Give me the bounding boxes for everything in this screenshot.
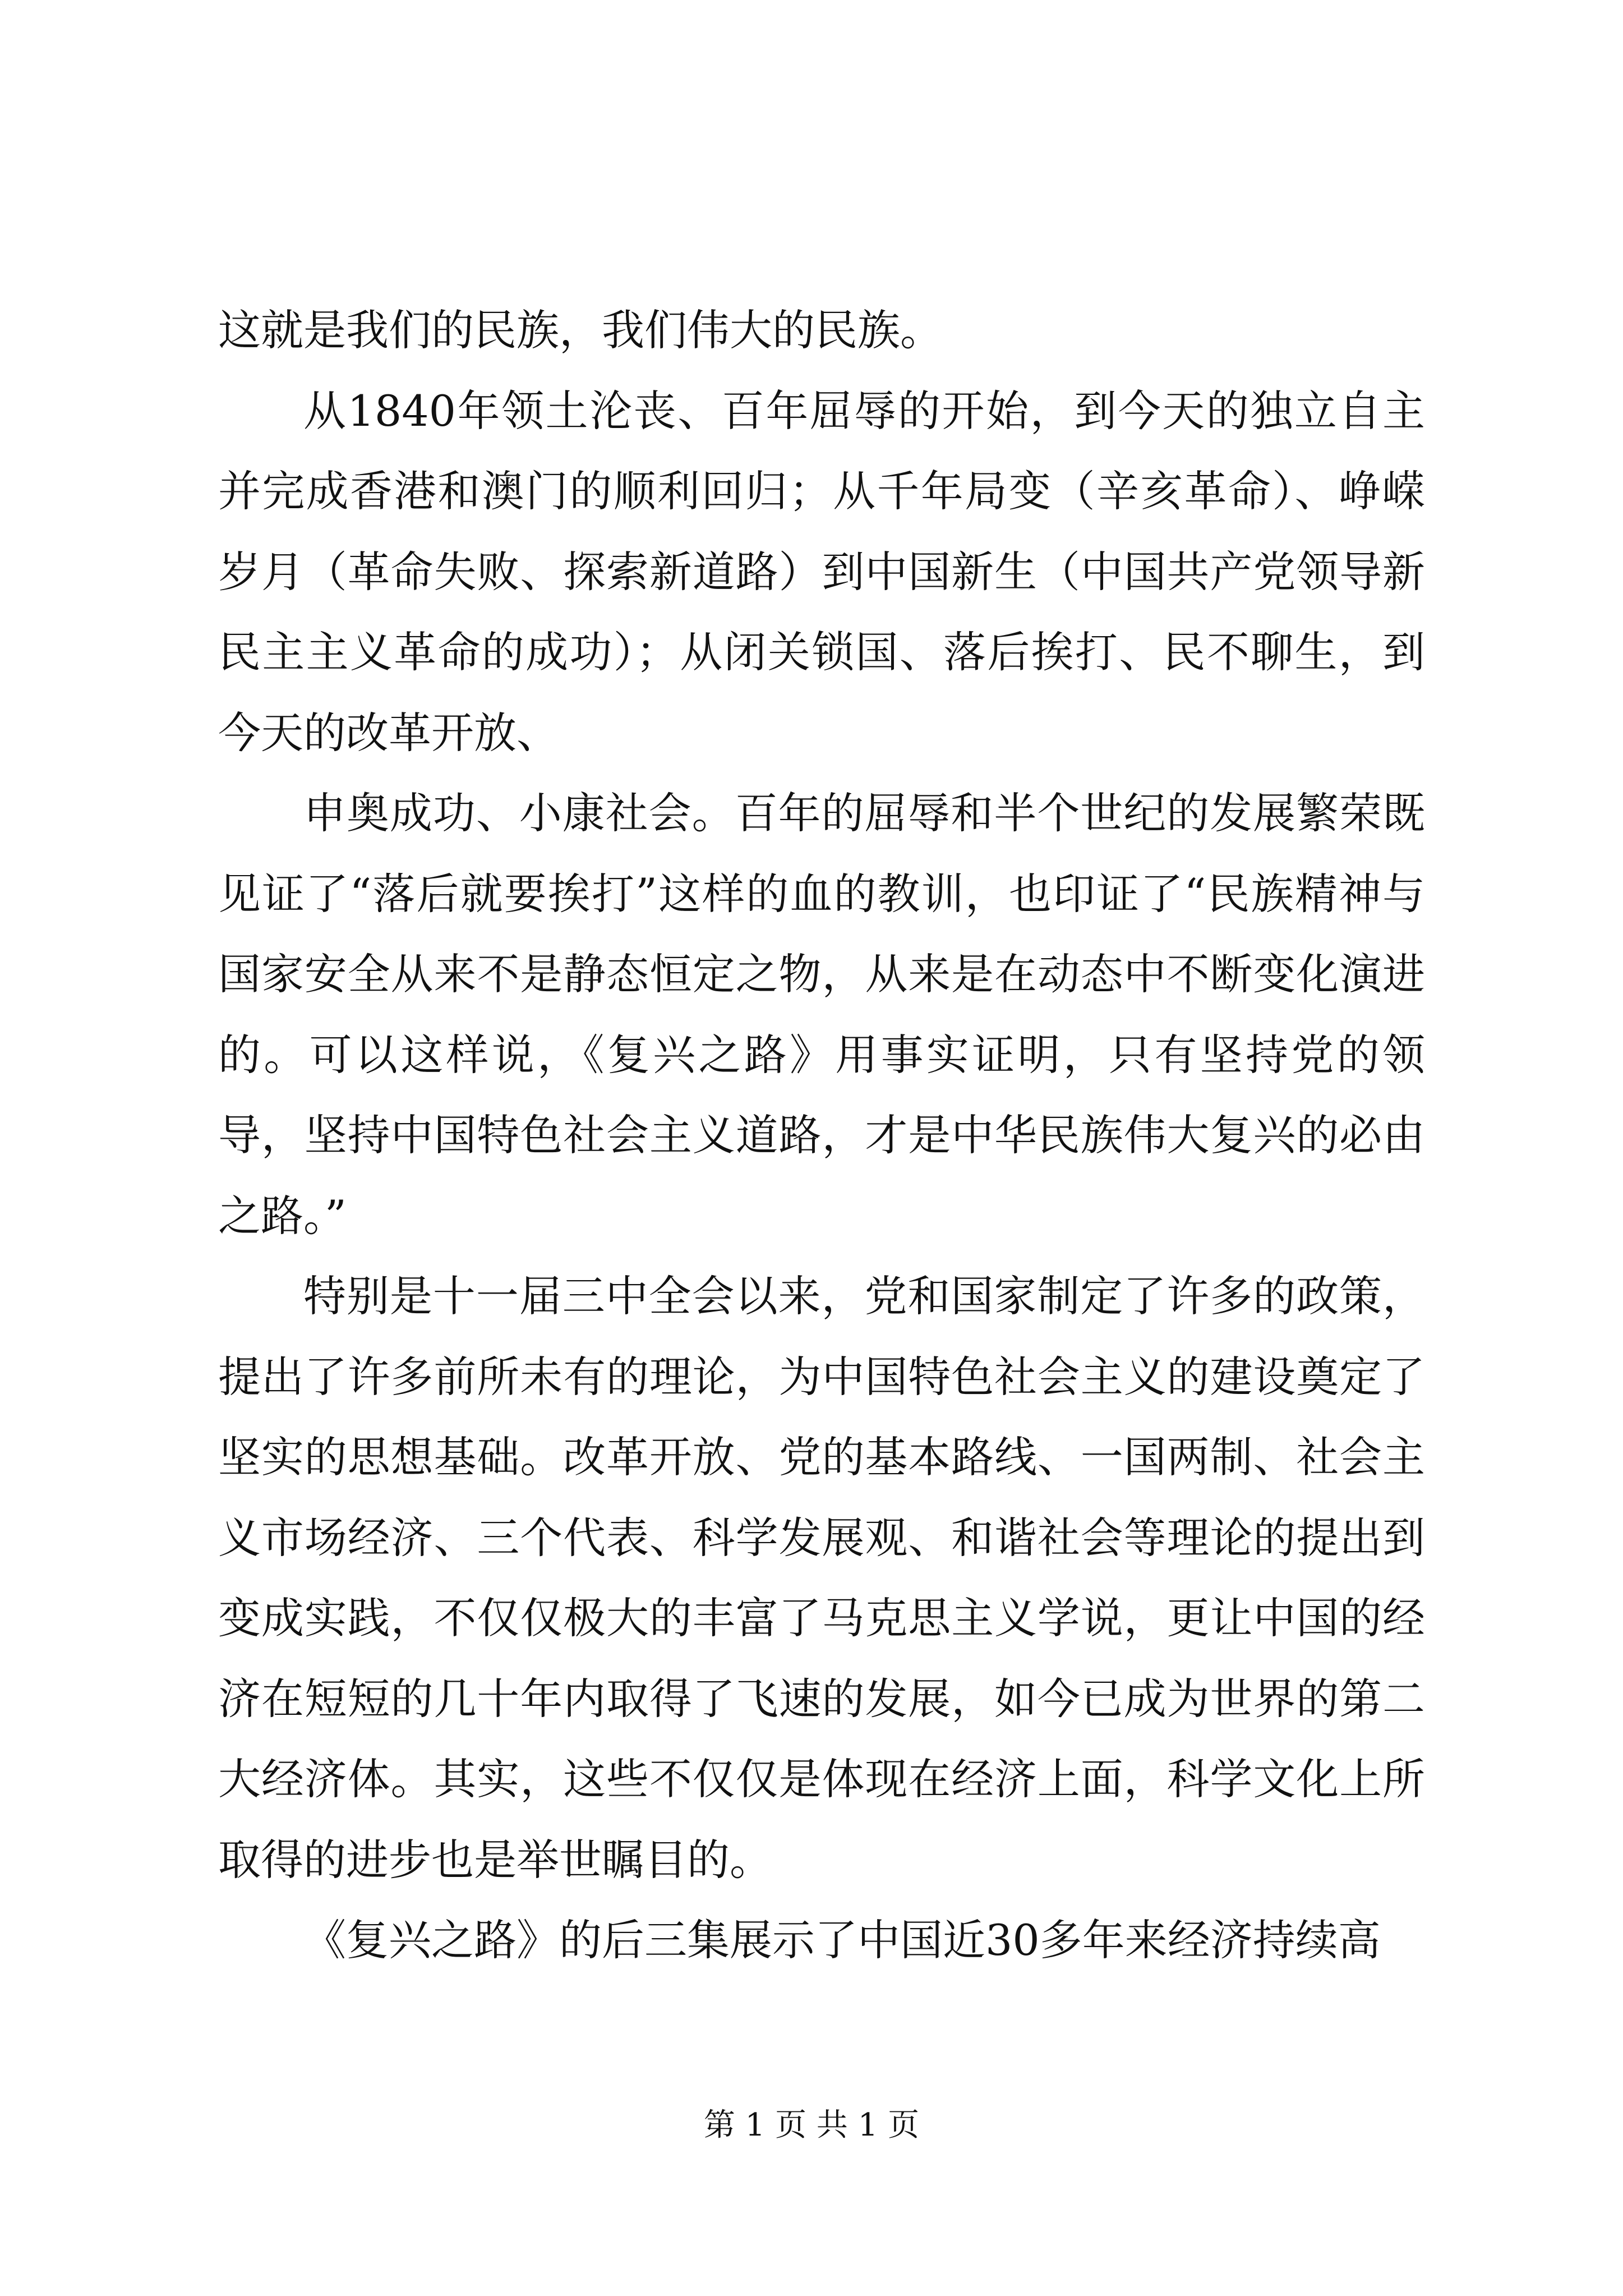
paragraph-3: 申奥成功、小康社会。百年的屈辱和半个世纪的发展繁荣既见证了“落后就要挨打”这样的血的教训，也印证了“民族精神与国家安全从来不是静态恒定之物，从来是在动态中不断变化演进的。可以这样说，《复兴之路》用事实证明，只有坚持党的领导，坚持中国特色社会主义道路，才是中华民族伟大复兴的必由之路。” <box>218 788 1425 1241</box>
paragraph-4: 特别是十一届三中全会以来，党和国家制定了许多的政策，提出了许多前所未有的理论，为中国特色社会主义的建设奠定了坚实的思想基础。改革开放、党的基本路线、一国两制、社会主义市场经济、三个代表、科学发展观、和谐社会等理论的提出到变成实践，不仅仅极大的丰富了马克思主义学说，更让中国的经济在短短的几十年内取得了飞速的发展，如今已成为世界的第二大经济体。其实，这些不仅仅是体现在经济上面，科学文化上所取得的进步也是举世瞩目的。 <box>218 1271 1425 1885</box>
paragraph-5: 《复兴之路》的后三集展示了中国近30多年来经济持续高 <box>303 1915 1381 1965</box>
document-body <box>218 290 1425 1981</box>
paragraph-1: 这就是我们的民族，我们伟大的民族。 <box>218 305 943 355</box>
paragraph-2: 从1840年领土沦丧、百年屈辱的开始，到今天的独立自主并完成香港和澳门的顺利回归；从千年局变（辛亥革命）、峥嵘岁月（革命失败、探索新道路）到中国新生（中国共产党领导新民主主义革命的成功）；从闭关锁国、落后挨打、民不聊生，到今天的改革开放、 <box>218 385 1425 758</box>
page-footer: 第 1 页 共 1 页 <box>703 2107 920 2143</box>
